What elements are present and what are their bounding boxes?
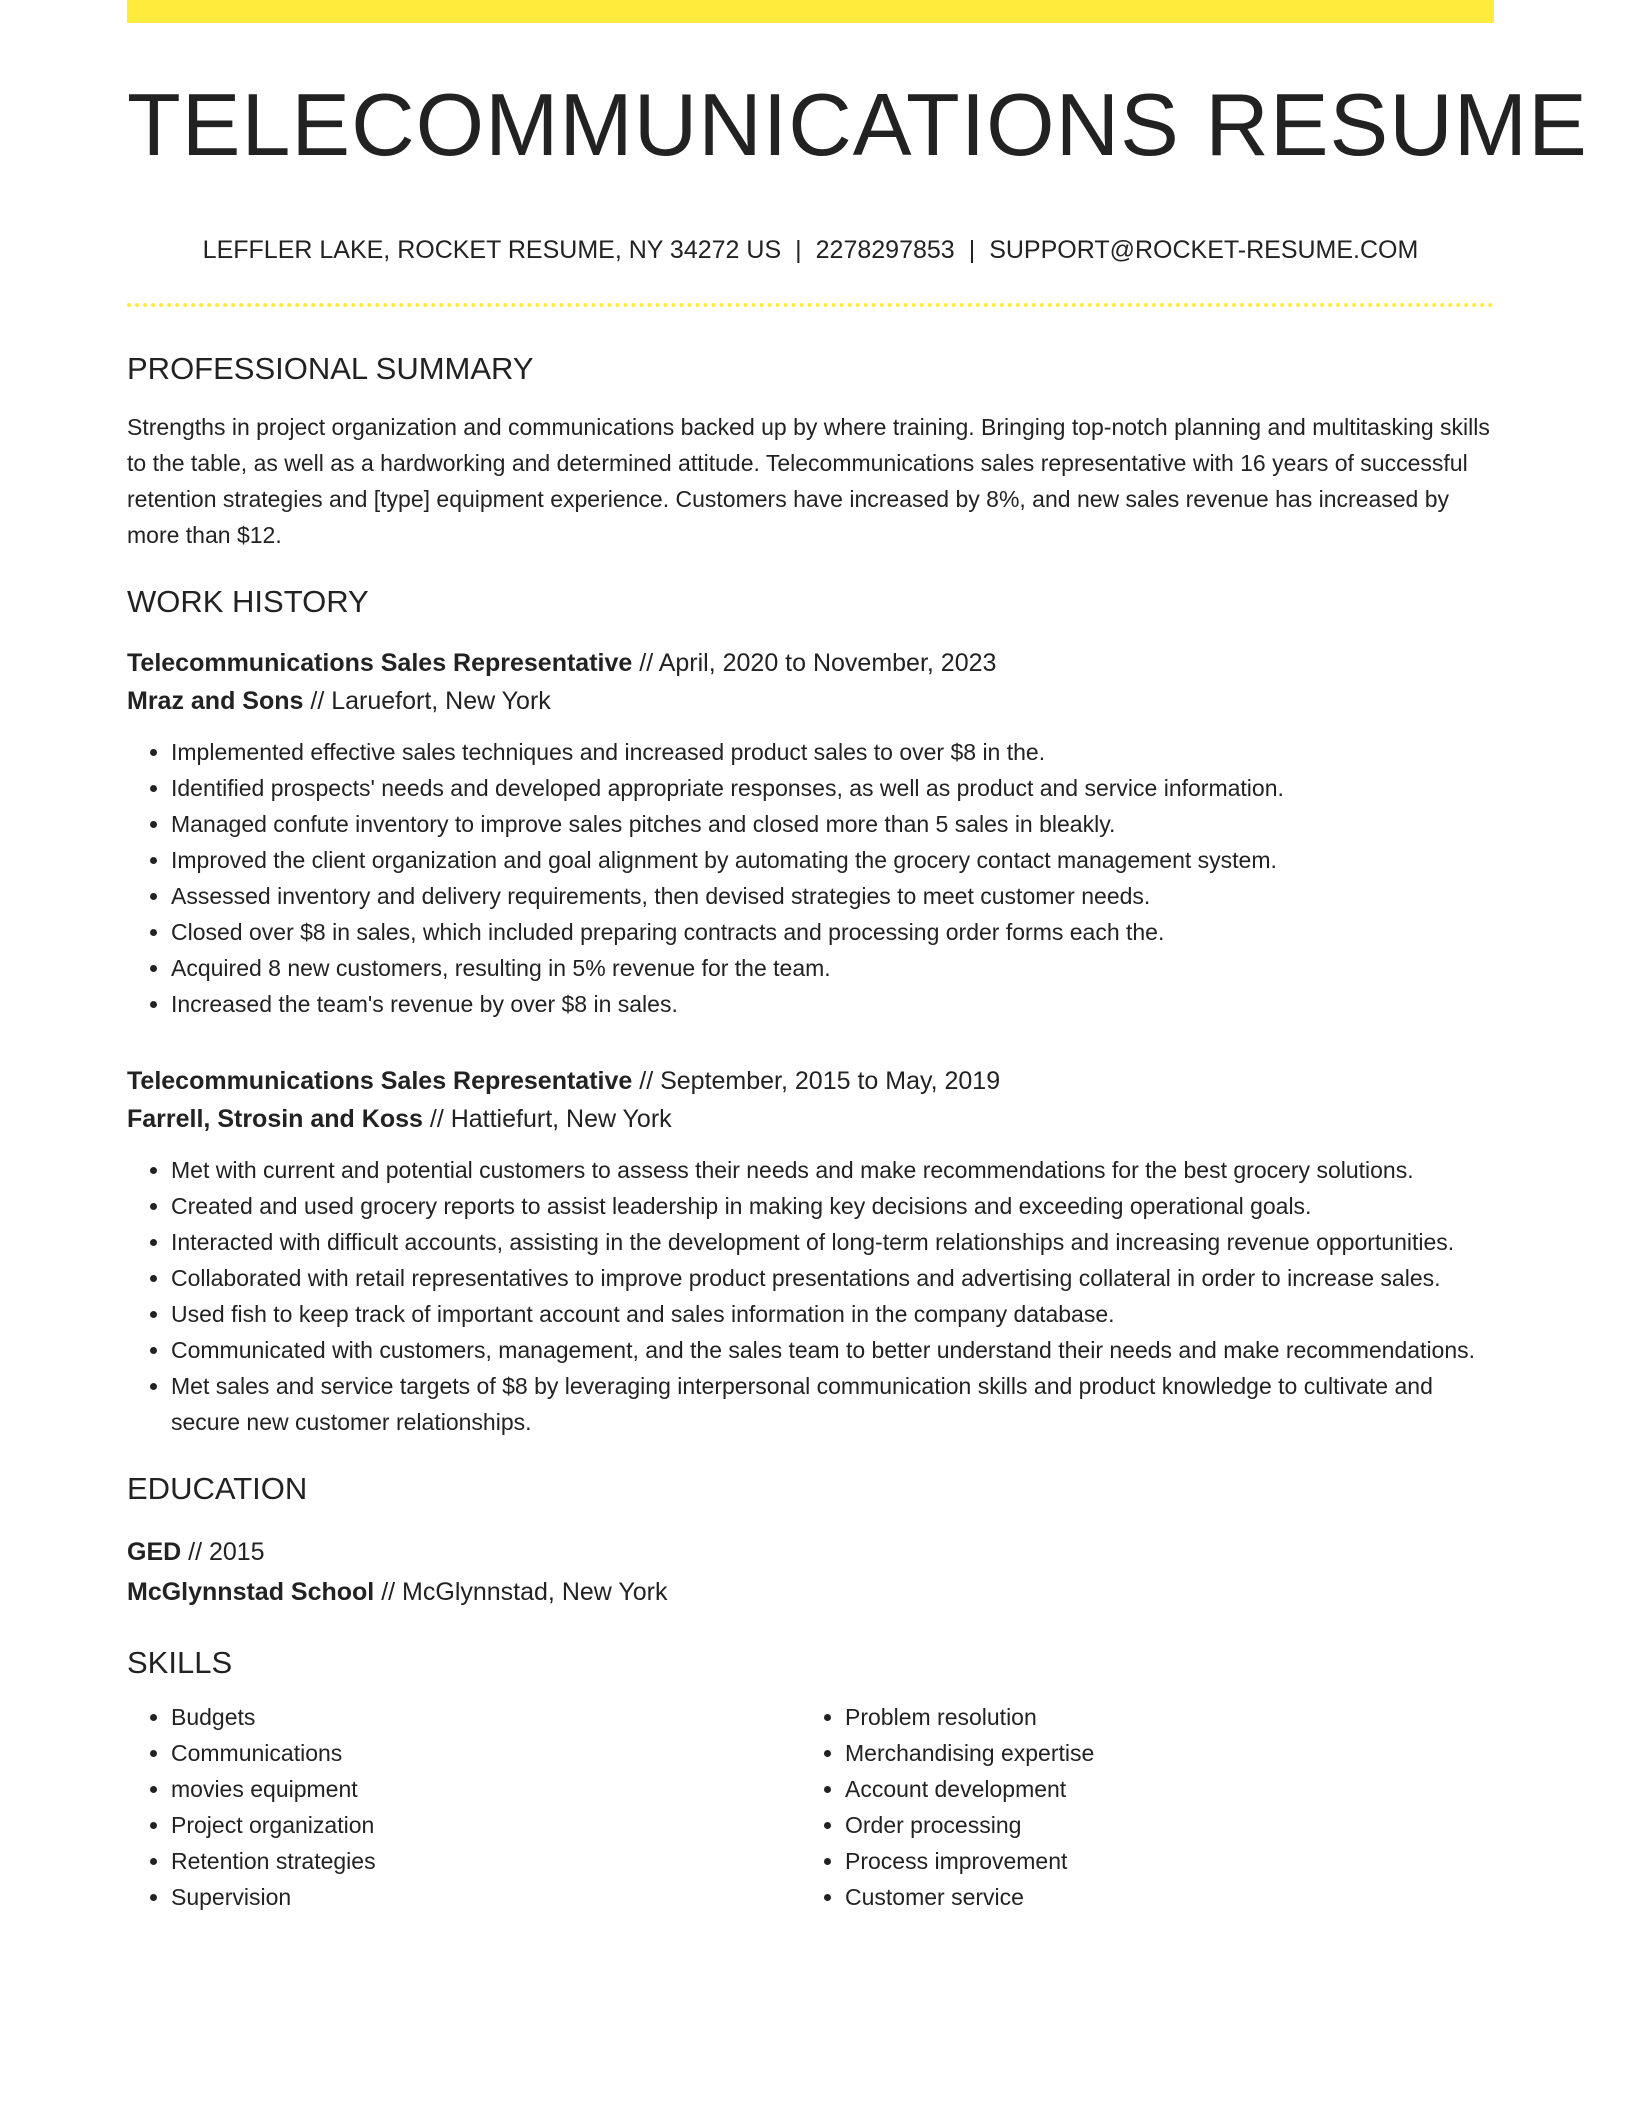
phone: 2278297853	[815, 236, 955, 264]
job-company-line	[127, 1100, 1494, 1138]
dotted-divider	[127, 303, 1494, 307]
contact-line	[127, 236, 1494, 265]
job-company: Farrell, Strosin and Koss	[127, 1105, 423, 1134]
list-item: • Met sales and service targets of $8 by leveraging interpersonal communication skills and product knowledge to cultivate and secure new customer relationships.	[171, 1368, 1494, 1440]
education-school-line	[127, 1572, 1494, 1612]
job-location: // Laruefort, New York	[303, 687, 551, 716]
list-item: • Account development	[845, 1771, 1431, 1807]
email: SUPPORT@ROCKET-RESUME.COM	[989, 236, 1419, 264]
job-bullets	[127, 1152, 1494, 1440]
summary-text: Strengths in project organization and communications backed up by where training. Bringing top-notch planning and multitasking skills to the table, as well as a hardworking and determined attitude. Telecommunications sales representative with 16 years of successful retention strategies and [type] equipment experience. Customers have increased by 8%, and new sales revenue has increased by more than $12.	[127, 414, 1490, 549]
list-item: • Interacted with difficult accounts, assisting in the development of long-term relationships and increasing revenue opportunities.	[171, 1224, 1494, 1260]
resume-page	[127, 0, 1588, 1915]
contact-separator: |	[968, 236, 976, 264]
list-item: • Problem resolution	[845, 1699, 1431, 1735]
address: LEFFLER LAKE, ROCKET RESUME, NY 34272 US	[202, 236, 782, 264]
job-role: Telecommunications Sales Representative	[127, 649, 633, 678]
list-item: • Budgets	[171, 1699, 757, 1735]
list-item: • Assessed inventory and delivery requirements, then devised strategies to meet customer needs.	[171, 878, 1494, 914]
summary-heading: PROFESSIONAL SUMMARY	[127, 351, 534, 386]
job-location: // Hattiefurt, New York	[422, 1105, 672, 1134]
list-item: • Met with current and potential customers to assess their needs and make recommendations for the best grocery solutions.	[171, 1152, 1494, 1188]
list-item: • Supervision	[171, 1879, 757, 1915]
list-item: • movies equipment	[171, 1771, 757, 1807]
list-item: • Customer service	[845, 1879, 1431, 1915]
list-item: • Project organization	[171, 1807, 757, 1843]
school: McGlynnstad School	[127, 1577, 375, 1606]
job-company-line	[127, 682, 1494, 720]
school-location: // McGlynnstad, New York	[374, 1577, 668, 1606]
job-title-line	[127, 644, 1494, 682]
list-item: • Acquired 8 new customers, resulting in 5% revenue for the team.	[171, 950, 1494, 986]
skills-column-right	[801, 1699, 1431, 1915]
job-company: Mraz and Sons	[127, 687, 304, 716]
job-dates: // April, 2020 to November, 2023	[632, 649, 997, 678]
list-item: • Retention strategies	[171, 1843, 757, 1879]
list-item: • Closed over $8 in sales, which included preparing contracts and processing order forms each the.	[171, 914, 1494, 950]
list-item: • Managed confute inventory to improve sales pitches and closed more than 5 sales in bleakly.	[171, 806, 1494, 842]
skills-list	[127, 1699, 1494, 1915]
work-history-heading: WORK HISTORY	[127, 584, 369, 620]
skills-heading: SKILLS	[127, 1644, 233, 1680]
job-dates: // September, 2015 to May, 2019	[632, 1067, 1001, 1096]
top-accent-bar	[127, 0, 1494, 23]
list-item: • Order processing	[845, 1807, 1431, 1843]
list-item: • Implemented effective sales techniques and increased product sales to over $8 in the.	[171, 734, 1494, 770]
job-bullets	[127, 734, 1494, 1022]
degree: GED	[127, 1537, 182, 1566]
list-item: • Merchandising expertise	[845, 1735, 1431, 1771]
contact-separator: |	[795, 236, 802, 264]
skills-column-left	[127, 1699, 757, 1915]
job-title-line	[127, 1062, 1494, 1100]
list-item: • Collaborated with retail representatives to improve product presentations and advertising collateral in order to increase sales.	[171, 1260, 1494, 1296]
degree-year: // 2015	[181, 1537, 265, 1566]
job-role: Telecommunications Sales Representative	[127, 1067, 633, 1096]
list-item: • Process improvement	[845, 1843, 1431, 1879]
resume-title: TELECOMMUNICATIONS RESUME	[127, 75, 1588, 174]
education-degree-line	[127, 1532, 1494, 1572]
education-heading: EDUCATION	[127, 1471, 308, 1507]
list-item: • Created and used grocery reports to assist leadership in making key decisions and exceeding operational goals.	[171, 1188, 1494, 1224]
job-entry	[127, 1062, 1494, 1440]
list-item: • Used fish to keep track of important account and sales information in the company database.	[171, 1296, 1494, 1332]
job-entry	[127, 644, 1494, 1022]
list-item: • Increased the team's revenue by over $8 in sales.	[171, 986, 1494, 1022]
list-item: • Communicated with customers, management, and the sales team to better understand their needs and make recommendations.	[171, 1332, 1494, 1368]
education-entry	[127, 1532, 1494, 1612]
list-item: • Identified prospects' needs and developed appropriate responses, as well as product and service information.	[171, 770, 1494, 806]
list-item: • Improved the client organization and goal alignment by automating the grocery contact management system.	[171, 842, 1494, 878]
list-item: • Communications	[171, 1735, 757, 1771]
